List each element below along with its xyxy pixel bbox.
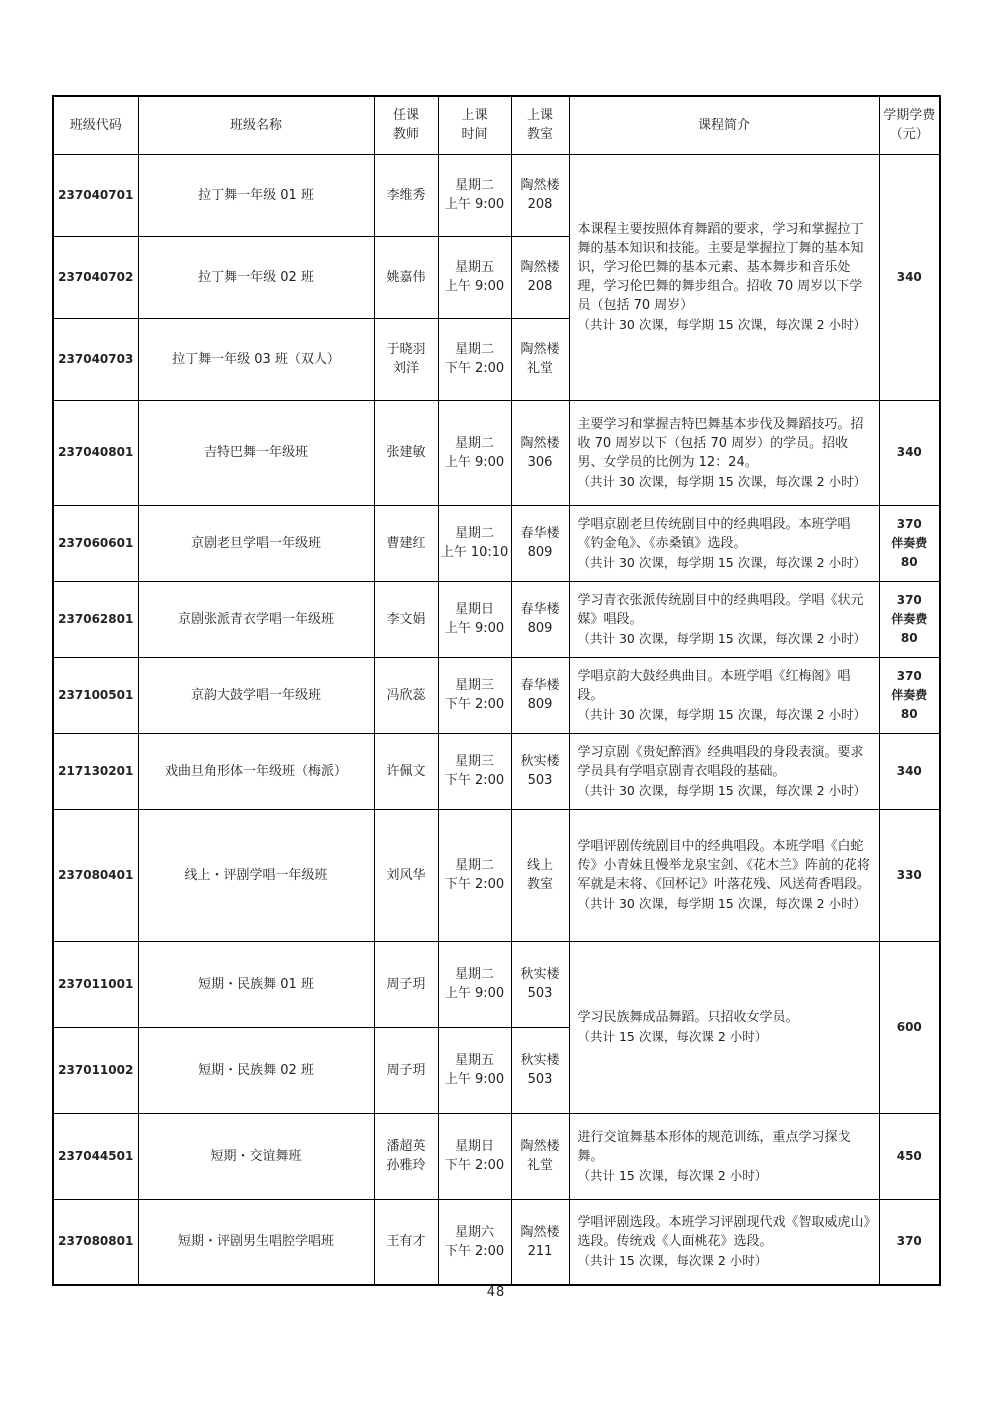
header-room: 上课 教室 <box>511 96 569 154</box>
description-note: （共计 30 次课，每学期 15 次课，每次课 2 小时） <box>577 782 867 798</box>
table-row <box>53 154 940 236</box>
table-row <box>53 657 940 733</box>
time-cell: 星期二 下午 2:00 <box>438 318 511 400</box>
class-name-cell: 拉丁舞一年级 03 班（双人） <box>138 318 374 400</box>
room-cell: 秋实楼 503 <box>511 733 569 809</box>
fee-cell: 370 伴奏费 80 <box>879 505 940 581</box>
class-code-cell: 237080401 <box>53 809 138 941</box>
class-code-cell: 237062801 <box>53 581 138 657</box>
room-cell: 春华楼 809 <box>511 581 569 657</box>
table-body <box>53 154 940 1285</box>
teacher-cell: 刘风华 <box>374 809 438 941</box>
class-name-cell: 短期・民族舞 01 班 <box>138 941 374 1027</box>
teacher-cell: 于晓羽 刘洋 <box>374 318 438 400</box>
time-cell: 星期二 上午 9:00 <box>438 400 511 505</box>
header-name: 班级名称 <box>138 96 374 154</box>
fee-cell: 340 <box>879 400 940 505</box>
fee-cell: 340 <box>879 733 940 809</box>
description-cell <box>569 400 879 505</box>
room-cell: 陶然楼 礼堂 <box>511 1113 569 1199</box>
description-note: （共计 30 次课，每学期 15 次课，每次课 2 小时） <box>577 706 867 722</box>
time-cell: 星期五 上午 9:00 <box>438 236 511 318</box>
class-code-cell: 237011002 <box>53 1027 138 1113</box>
description-cell <box>569 154 879 400</box>
time-cell: 星期日 下午 2:00 <box>438 1113 511 1199</box>
teacher-cell: 姚嘉伟 <box>374 236 438 318</box>
fee-cell: 450 <box>879 1113 940 1199</box>
class-code-cell: 237100501 <box>53 657 138 733</box>
fee-cell: 340 <box>879 154 940 400</box>
room-cell: 陶然楼 礼堂 <box>511 318 569 400</box>
page-number: 48 <box>486 1285 506 1300</box>
header-time: 上课 时间 <box>438 96 511 154</box>
class-name-cell: 拉丁舞一年级 01 班 <box>138 154 374 236</box>
room-cell: 春华楼 809 <box>511 657 569 733</box>
description-note: （共计 15 次课，每次课 2 小时） <box>577 1253 768 1269</box>
description-note: （共计 30 次课，每学期 15 次课，每次课 2 小时） <box>577 554 867 570</box>
description-text: 进行交谊舞基本形体的规范训练，重点学习探戈舞。 <box>577 1129 851 1164</box>
class-code-cell: 237060601 <box>53 505 138 581</box>
class-name-cell: 戏曲旦角形体一年级班（梅派） <box>138 733 374 809</box>
description-note: （共计 30 次课，每学期 15 次课，每次课 2 小时） <box>577 630 867 646</box>
description-cell <box>569 505 879 581</box>
table-row <box>53 1199 940 1285</box>
time-cell: 星期五 上午 9:00 <box>438 1027 511 1113</box>
class-name-cell: 拉丁舞一年级 02 班 <box>138 236 374 318</box>
header-teacher: 任课 教师 <box>374 96 438 154</box>
description-note: （共计 15 次课，每次课 2 小时） <box>577 1029 768 1044</box>
class-name-cell: 短期・评剧男生唱腔学唱班 <box>138 1199 374 1285</box>
class-name-cell: 短期・交谊舞班 <box>138 1113 374 1199</box>
class-code-cell: 237044501 <box>53 1113 138 1199</box>
teacher-cell: 周子玥 <box>374 941 438 1027</box>
time-cell: 星期二 上午 9:00 <box>438 154 511 236</box>
time-cell: 星期三 下午 2:00 <box>438 657 511 733</box>
class-name-cell: 京剧老旦学唱一年级班 <box>138 505 374 581</box>
time-cell: 星期六 下午 2:00 <box>438 1199 511 1285</box>
class-code-cell: 237040702 <box>53 236 138 318</box>
table-row <box>53 505 940 581</box>
table-row <box>53 941 940 1027</box>
header-row <box>53 96 940 154</box>
description-text: 学习京剧《贵妃醉酒》经典唱段的身段表演。要求学员具有学唱京剧青衣唱段的基础。 <box>577 744 864 779</box>
description-note: （共计 30 次课，每学期 15 次课，每次课 2 小时） <box>577 473 867 489</box>
teacher-cell: 冯欣蕊 <box>374 657 438 733</box>
teacher-cell: 许佩文 <box>374 733 438 809</box>
time-cell: 星期二 下午 2:00 <box>438 809 511 941</box>
table-row <box>53 581 940 657</box>
description-text: 本课程主要按照体育舞蹈的要求，学习和掌握拉丁舞的基本知识和技能。主要是掌握拉丁舞的基本知识，学习伦巴舞的基本元素、基本舞步和音乐处理，学习伦巴舞的舞步组合。招收 70 周岁以下学员（包括 70 周岁） <box>577 222 864 313</box>
class-name-cell: 线上・评剧学唱一年级班 <box>138 809 374 941</box>
class-code-cell: 237040703 <box>53 318 138 400</box>
room-cell: 陶然楼 208 <box>511 236 569 318</box>
class-code-cell: 237040801 <box>53 400 138 505</box>
room-cell: 秋实楼 503 <box>511 1027 569 1113</box>
description-text: 学唱评剧选段。本班学习评剧现代戏《智取威虎山》选段。传统戏《人面桃花》选段。 <box>577 1215 871 1250</box>
teacher-cell: 李维秀 <box>374 154 438 236</box>
teacher-cell: 潘超英 孙雅玲 <box>374 1113 438 1199</box>
description-cell <box>569 1199 879 1285</box>
time-cell: 星期二 上午 9:00 <box>438 941 511 1027</box>
description-cell <box>569 809 879 941</box>
header-fee: 学期学费 （元） <box>879 96 940 154</box>
room-cell: 陶然楼 211 <box>511 1199 569 1285</box>
class-name-cell: 吉特巴舞一年级班 <box>138 400 374 505</box>
teacher-cell: 王有才 <box>374 1199 438 1285</box>
room-cell: 春华楼 809 <box>511 505 569 581</box>
header-code: 班级代码 <box>53 96 138 154</box>
class-name-cell: 京韵大鼓学唱一年级班 <box>138 657 374 733</box>
teacher-cell: 曹建红 <box>374 505 438 581</box>
description-cell <box>569 941 879 1113</box>
description-text: 学唱京剧老旦传统剧目中的经典唱段。本班学唱《钓金龟》、《赤桑镇》选段。 <box>577 516 851 551</box>
fee-cell: 370 伴奏费 80 <box>879 657 940 733</box>
description-note: （共计 30 次课，每学期 15 次课，每次课 2 小时） <box>577 317 867 332</box>
class-code-cell: 237080801 <box>53 1199 138 1285</box>
room-cell: 线上 教室 <box>511 809 569 941</box>
table-row <box>53 809 940 941</box>
table-row <box>53 400 940 505</box>
class-code-cell: 217130201 <box>53 733 138 809</box>
fee-cell: 370 伴奏费 80 <box>879 581 940 657</box>
teacher-cell: 周子玥 <box>374 1027 438 1113</box>
class-name-cell: 短期・民族舞 02 班 <box>138 1027 374 1113</box>
description-text: 学唱评剧传统剧目中的经典唱段。本班学唱《白蛇传》小青妹且慢举龙泉宝剑、《花木兰》阵前的花将军就是末将、《回杯记》叶落花残、风送荷香唱段。 <box>577 839 871 892</box>
fee-cell: 330 <box>879 809 940 941</box>
time-cell: 星期日 上午 9:00 <box>438 581 511 657</box>
header-desc: 课程简介 <box>569 96 879 154</box>
description-text: 学习青衣张派传统剧目中的经典唱段。学唱《状元媒》唱段。 <box>577 592 864 627</box>
table-row <box>53 733 940 809</box>
table-row <box>53 1113 940 1199</box>
description-note: （共计 30 次课，每学期 15 次课，每次课 2 小时） <box>577 896 867 911</box>
description-cell <box>569 581 879 657</box>
description-note: （共计 15 次课，每次课 2 小时） <box>577 1167 768 1183</box>
teacher-cell: 张建敏 <box>374 400 438 505</box>
room-cell: 秋实楼 503 <box>511 941 569 1027</box>
fee-cell: 370 <box>879 1199 940 1285</box>
room-cell: 陶然楼 306 <box>511 400 569 505</box>
course-table <box>52 95 941 1286</box>
room-cell: 陶然楼 208 <box>511 154 569 236</box>
description-cell <box>569 733 879 809</box>
time-cell: 星期三 下午 2:00 <box>438 733 511 809</box>
description-text: 主要学习和掌握吉特巴舞基本步伐及舞蹈技巧。招收 70 周岁以下（包括 70 周岁）的学员。招收男、女学员的比例为 12：24。 <box>577 416 864 470</box>
class-code-cell: 237040701 <box>53 154 138 236</box>
description-text: 学唱京韵大鼓经典曲目。本班学唱《红梅阁》唱段。 <box>577 668 851 703</box>
class-code-cell: 237011001 <box>53 941 138 1027</box>
description-cell <box>569 1113 879 1199</box>
fee-cell: 600 <box>879 941 940 1113</box>
time-cell: 星期二 上午 10:10 <box>438 505 511 581</box>
description-cell <box>569 657 879 733</box>
teacher-cell: 李文娟 <box>374 581 438 657</box>
description-text: 学习民族舞成品舞蹈。只招收女学员。 <box>577 1010 799 1025</box>
class-name-cell: 京剧张派青衣学唱一年级班 <box>138 581 374 657</box>
